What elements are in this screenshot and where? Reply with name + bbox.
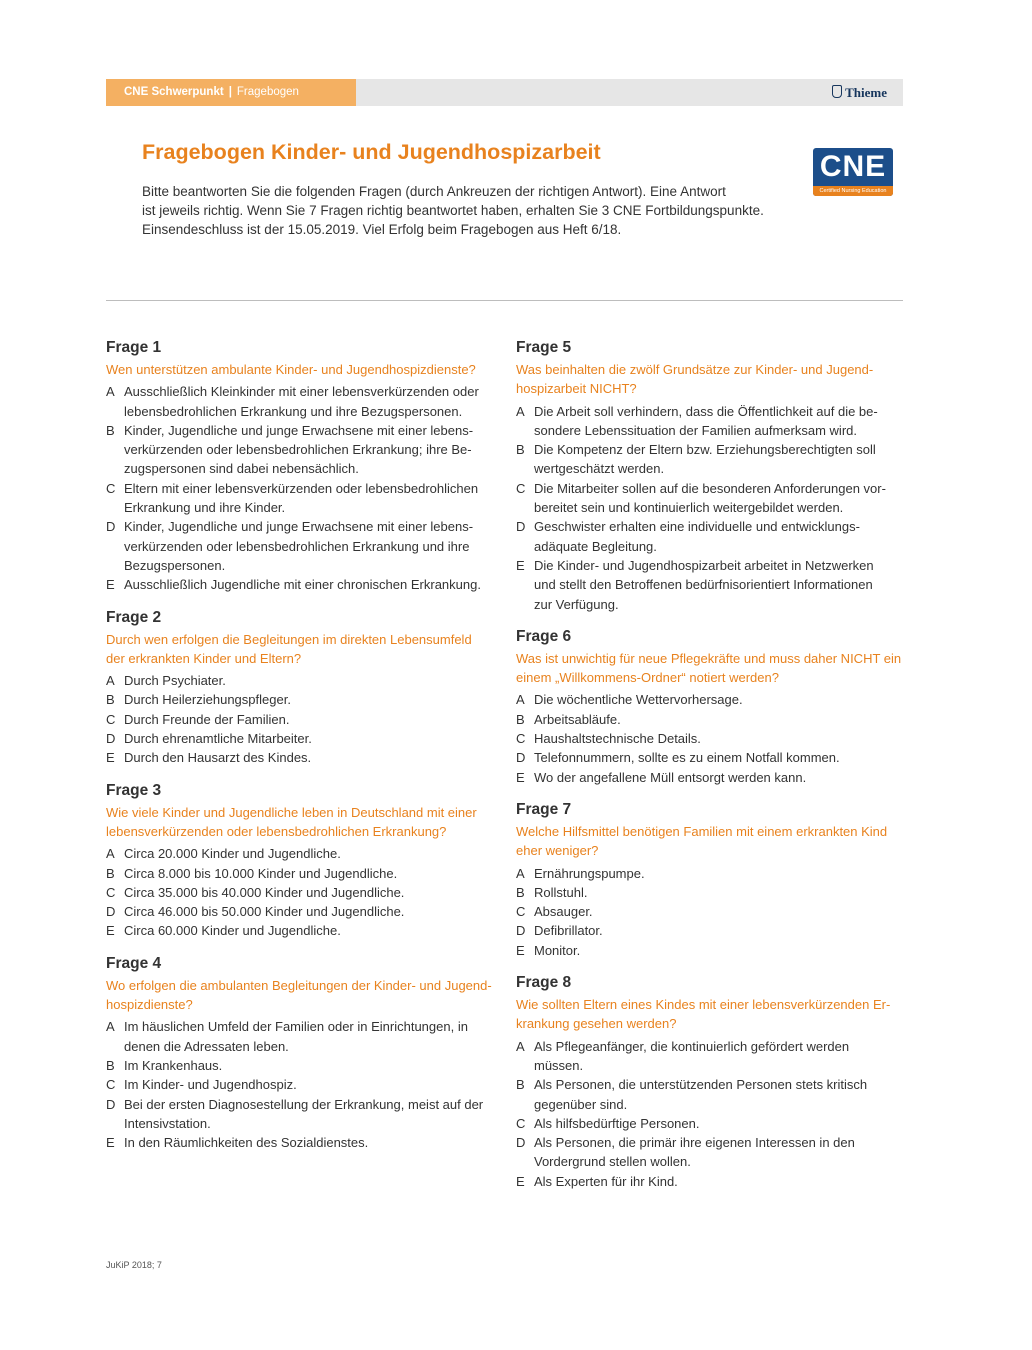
answer-text-line: Als hilfsbedürftige Personen. (534, 1115, 700, 1131)
answer-text-line: Haushaltstechnische Details. (534, 731, 701, 747)
answer-text (124, 1056, 222, 1075)
answer-text (534, 690, 743, 709)
answer-text (534, 710, 621, 729)
answer-option[interactable] (516, 748, 906, 767)
answer-option[interactable] (106, 710, 496, 729)
answer-letter: C (516, 1115, 526, 1131)
answer-text (124, 690, 291, 709)
answer-text (124, 421, 473, 479)
answer-text (124, 864, 397, 883)
answer-letter: B (516, 711, 525, 727)
answer-letter: C (106, 480, 116, 496)
answer-option[interactable] (516, 1172, 906, 1191)
answer-option[interactable] (516, 556, 906, 614)
answer-text (124, 844, 341, 863)
answer-letter: D (106, 731, 116, 747)
answer-letter: E (106, 577, 115, 593)
answer-text-line: und stellt den Betroffenen bedürfnisorientiert Informationen (534, 577, 873, 593)
answer-option[interactable] (516, 1114, 906, 1133)
answer-letter: B (106, 1057, 115, 1073)
question-text-line: Wen unterstützen ambulante Kinder- und Jugendhospizdienste? (106, 362, 476, 377)
answer-text-line: Im häuslichen Umfeld der Familien oder in Einrichtungen, in (124, 1019, 468, 1035)
answer-option[interactable] (106, 1095, 496, 1134)
answer-option[interactable] (516, 864, 906, 883)
question-label: Frage 5 (516, 339, 572, 356)
answer-text (534, 902, 593, 921)
question-block (516, 799, 906, 960)
question-block (516, 337, 906, 614)
answer-letter: C (516, 904, 526, 920)
answer-text (124, 883, 404, 902)
question-text (516, 649, 906, 688)
answer-text (534, 556, 874, 614)
answer-option[interactable] (516, 479, 906, 518)
answer-text-line: Durch Heilerziehungspfleger. (124, 692, 291, 708)
questions-column-right (516, 337, 906, 1203)
answer-text-line: adäquate Begleitung. (534, 538, 657, 554)
answer-text-line: Durch Psychiater. (124, 673, 226, 689)
answer-letter: C (106, 884, 116, 900)
answer-text-line: Circa 35.000 bis 40.000 Kinder und Jugendliche. (124, 884, 405, 900)
answer-text-line: sondere Lebenssituation der Familien aufmerksam wird. (534, 422, 857, 438)
answer-text-line: Durch ehrenamtliche Mitarbeiter. (124, 731, 312, 747)
answer-option[interactable] (516, 1133, 906, 1172)
answer-option[interactable] (516, 768, 906, 787)
question-text (106, 803, 496, 842)
question-text (106, 976, 496, 1015)
answer-letter: B (516, 442, 525, 458)
answer-text (124, 1095, 483, 1134)
answer-option[interactable] (106, 517, 496, 575)
answer-option[interactable] (516, 883, 906, 902)
answer-text (124, 921, 341, 940)
question-text-line: Wie sollten Eltern eines Kindes mit einer lebensverkürzenden Er- (516, 997, 891, 1013)
answer-text (124, 1133, 368, 1152)
answer-text-line: Die Mitarbeiter sollen auf die besonderen Anforderungen vor- (534, 480, 886, 496)
answer-text-line: Bezugspersonen. (124, 557, 226, 573)
answer-text-line: Im Kinder- und Jugendhospiz. (124, 1077, 297, 1093)
cne-badge-subtext: Certified Nursing Education (813, 186, 893, 196)
answer-text-line: Ausschließlich Jugendliche mit einer chronischen Erkrankung. (124, 577, 481, 593)
answer-text-line: Als Pflegeanfänger, die kontinuierlich gefördert werden (534, 1038, 850, 1054)
question-text-line: Durch wen erfolgen die Begleitungen im direkten Lebensumfeld (106, 631, 472, 647)
answer-text-line: Arbeitsabläufe. (534, 711, 621, 727)
answer-letter: D (516, 923, 526, 939)
answer-letter: D (106, 904, 116, 920)
answer-text (534, 1133, 855, 1172)
answer-text (124, 729, 312, 748)
question-text (516, 822, 906, 861)
answer-text (534, 729, 701, 748)
answer-text-line: Als Personen, die primär ihre eigenen Interessen in den (534, 1135, 855, 1151)
intro-line: ist jeweils richtig. Wenn Sie 7 Fragen richtig beantwortet haben, erhalten Sie 3 CNE Fortbildungspunkte. (142, 203, 764, 219)
answer-letter: D (516, 1135, 526, 1151)
question-block (106, 607, 496, 768)
header-bar (106, 79, 903, 106)
answer-text-line: zur Verfügung. (534, 596, 619, 612)
answer-letter: D (106, 519, 116, 535)
intro-line: Einsendeschluss ist der 15.05.2019. Viel Erfolg beim Fragebogen aus Heft 6/18. (142, 222, 622, 238)
answer-text-line: Circa 8.000 bis 10.000 Kinder und Jugendliche. (124, 865, 398, 881)
answer-text-line: Die Kompetenz der Eltern bzw. Erziehungsberechtigten soll (534, 442, 876, 458)
answer-text (534, 1172, 678, 1191)
answer-option[interactable] (106, 1075, 496, 1094)
answer-option[interactable] (106, 575, 496, 594)
question-text-line: einem „Willkommens-Ordner“ notiert werden? (516, 670, 779, 686)
section-label: CNE Schwerpunkt (124, 86, 224, 98)
question-label: Frage 8 (516, 974, 572, 992)
answer-option[interactable] (106, 748, 496, 767)
answer-option[interactable] (516, 941, 906, 960)
answer-option[interactable] (516, 1075, 906, 1114)
question-label: Frage 2 (106, 608, 162, 626)
question-text (106, 360, 496, 379)
answer-text-line: Kinder, Jugendliche und junge Erwachsene mit einer lebens- (124, 422, 474, 438)
answer-option[interactable] (106, 690, 496, 709)
answer-option[interactable] (516, 402, 906, 441)
thieme-emblem-icon (832, 85, 842, 98)
answer-letter: A (106, 846, 115, 862)
answer-text-line: Als Personen, die unterstützenden Personen stets kritisch (534, 1077, 868, 1093)
answer-text-line: Bei der ersten Diagnosestellung der Erkrankung, meist auf der (124, 1096, 484, 1112)
question-text-line: Welche Hilfsmittel benötigen Familien mit einem erkrankten Kind (516, 823, 888, 839)
answer-letter: A (106, 673, 115, 689)
answer-text (124, 748, 311, 767)
answer-text-line: Die Arbeit soll verhindern, dass die Öffentlichkeit auf die be- (534, 403, 878, 419)
answer-text (534, 941, 580, 960)
answer-letter: B (106, 865, 115, 881)
answer-text-line: Durch den Hausarzt des Kindes. (124, 750, 312, 766)
answer-text-line: Geschwister erhalten eine individuelle und entwicklungs- (534, 519, 860, 535)
question-text-line: der erkrankten Kinder und Eltern? (106, 650, 302, 666)
answer-option[interactable] (516, 690, 906, 709)
question-text-line: krankung gesehen werden? (516, 1016, 677, 1032)
answer-text-line: Durch Freunde der Familien. (124, 711, 290, 727)
question-label: Frage 1 (106, 339, 162, 356)
answer-text-line: verkürzenden oder lebensbedrohlichen Erkrankung; ihre Be- (124, 442, 472, 458)
answer-text (534, 1114, 699, 1133)
answer-text-line: Absauger. (534, 904, 593, 920)
answer-letter: A (516, 403, 525, 419)
intro-line: Bitte beantworten Sie die folgenden Fragen (durch Ankreuzen der richtigen Antwort). Eine Antwort (142, 184, 726, 199)
answer-text-line: zugspersonen sind dabei nebensächlich. (124, 461, 359, 477)
question-text (516, 995, 906, 1034)
answer-letter: A (106, 1019, 115, 1035)
question-text-line: eher weniger? (516, 843, 599, 859)
publisher-name: Thieme (845, 85, 887, 100)
answer-letter: D (106, 1096, 116, 1112)
question-block (516, 972, 906, 1191)
answer-option[interactable] (516, 921, 906, 940)
answer-option[interactable] (516, 517, 906, 556)
answer-text-line: verkürzenden oder lebensbedrohlichen Erkrankung und ihre (124, 538, 470, 554)
answer-letter: E (516, 1173, 525, 1189)
answer-letter: E (516, 769, 525, 785)
question-text (516, 360, 906, 399)
questions-column-left (106, 337, 496, 1164)
answer-text-line: Kinder, Jugendliche und junge Erwachsene mit einer lebens- (124, 519, 474, 535)
answer-text-line: Die Kinder- und Jugendhospizarbeit arbeitet in Netzwerken (534, 557, 874, 573)
answer-letter: C (106, 711, 116, 727)
answer-letter: E (516, 557, 525, 573)
answer-letter: A (106, 384, 115, 400)
answer-text-line: gegenüber sind. (534, 1096, 628, 1112)
subsection-label: Fragebogen (236, 86, 299, 98)
answer-text (124, 1075, 297, 1094)
question-label: Frage 3 (106, 781, 162, 799)
answer-text-line: Ernährungspumpe. (534, 865, 645, 881)
answer-text-line: denen die Adressaten leben. (124, 1038, 289, 1054)
answer-letter: A (516, 692, 525, 708)
answer-text-line: lebensbedrohlichen Erkrankung und ihre Bezugspersonen. (124, 403, 463, 419)
answer-text-line: Eltern mit einer lebensverkürzenden oder lebensbedrohlichen (124, 480, 479, 496)
answer-option[interactable] (106, 421, 496, 479)
answer-option[interactable] (106, 883, 496, 902)
question-block (106, 953, 496, 1153)
answer-text (534, 748, 840, 767)
cne-badge-text: CNE (819, 150, 887, 183)
question-text-line: Wie viele Kinder und Jugendliche leben in Deutschland mit einer (106, 804, 477, 820)
answer-option[interactable] (106, 902, 496, 921)
answer-text-line: wertgeschätzt werden. (534, 461, 665, 477)
question-text-line: lebensverkürzenden oder lebensbedrohlichen Erkrankung? (106, 823, 447, 839)
answer-text-line: Defibrillator. (534, 923, 603, 939)
question-label: Frage 6 (516, 627, 572, 645)
answer-text (124, 479, 478, 518)
answer-letter: E (106, 750, 115, 766)
answer-option[interactable] (516, 902, 906, 921)
answer-text (124, 902, 404, 921)
answer-option[interactable] (106, 864, 496, 883)
answer-text-line: Vordergrund stellen wollen. (534, 1154, 691, 1170)
divider (106, 300, 903, 301)
answer-text-line: Erkrankung und ihre Kinder. (124, 500, 286, 516)
answer-text (534, 479, 886, 518)
answer-text-line: müssen. (534, 1057, 584, 1073)
question-text (106, 630, 496, 669)
answer-text (534, 517, 860, 556)
answer-text (534, 864, 645, 883)
question-block (106, 780, 496, 941)
answer-letter: C (106, 1077, 116, 1093)
answer-letter: B (516, 884, 525, 900)
answer-text (124, 671, 226, 690)
answer-text-line: Circa 60.000 Kinder und Jugendliche. (124, 923, 341, 939)
page-footer: JuKiP 2018; 7 (106, 1260, 162, 1270)
section-tag (106, 79, 356, 106)
intro-text (142, 182, 782, 240)
answer-letter: A (516, 1038, 525, 1054)
answer-text (534, 1075, 867, 1114)
question-text-line: Was beinhalten die zwölf Grundsätze zur Kinder- und Jugend- (516, 362, 874, 377)
answer-text-line: Circa 20.000 Kinder und Jugendliche. (124, 846, 341, 862)
question-text-line: Was ist unwichtig für neue Pflegekräfte und muss daher NICHT ein (516, 650, 902, 666)
answer-option[interactable] (516, 1037, 906, 1076)
answer-letter: E (106, 1135, 115, 1151)
answer-text (124, 382, 479, 421)
answer-letter: B (106, 692, 115, 708)
answer-text-line: Ausschließlich Kleinkinder mit einer lebensverkürzenden oder (124, 384, 479, 400)
answer-option[interactable] (516, 710, 906, 729)
answer-option[interactable] (516, 440, 906, 479)
answer-text (534, 402, 878, 441)
answer-text-line: Rollstuhl. (534, 884, 588, 900)
answer-letter: C (516, 480, 526, 496)
answer-text-line: Monitor. (534, 942, 581, 958)
answer-option[interactable] (106, 1056, 496, 1075)
answer-option[interactable] (106, 1133, 496, 1152)
page-title: Fragebogen Kinder- und Jugendhospizarbeit (142, 140, 601, 164)
answer-letter: D (516, 750, 526, 766)
answer-letter: C (516, 731, 526, 747)
answer-text-line: Im Krankenhaus. (124, 1057, 223, 1073)
answer-text-line: Wo der angefallene Müll entsorgt werden kann. (534, 769, 807, 785)
answer-option[interactable] (106, 671, 496, 690)
answer-option[interactable] (106, 1017, 496, 1056)
answer-option[interactable] (106, 921, 496, 940)
answer-text (124, 1017, 468, 1056)
answer-text-line: Die wöchentliche Wettervorhersage. (534, 692, 743, 708)
answer-letter: D (516, 519, 526, 535)
section-separator: | (228, 86, 232, 98)
answer-text-line: Circa 46.000 bis 50.000 Kinder und Jugendliche. (124, 904, 405, 920)
answer-text (534, 440, 876, 479)
answer-text-line: bereitet sein und kontinuierlich weitergebildet werden. (534, 500, 844, 516)
answer-text-line: Intensivstation. (124, 1115, 211, 1131)
answer-text-line: Als Experten für ihr Kind. (534, 1173, 678, 1189)
answer-text (124, 575, 481, 594)
cne-badge (813, 148, 893, 196)
answer-letter: B (516, 1077, 525, 1093)
question-text-line: Wo erfolgen die ambulanten Begleitungen der Kinder- und Jugend- (106, 977, 492, 993)
answer-letter: B (106, 422, 115, 438)
answer-text (534, 1037, 849, 1076)
answer-option[interactable] (516, 729, 906, 748)
answer-option[interactable] (106, 729, 496, 748)
answer-text (124, 710, 289, 729)
answer-letter: E (106, 923, 115, 939)
answer-letter: E (516, 942, 525, 958)
question-label: Frage 4 (106, 954, 162, 972)
question-text-line: hospizdienste? (106, 997, 193, 1013)
answer-text (534, 883, 587, 902)
publisher-logo (832, 79, 887, 106)
answer-option[interactable] (106, 844, 496, 863)
answer-text (124, 517, 473, 575)
answer-option[interactable] (106, 382, 496, 421)
question-block (106, 337, 496, 595)
answer-text (534, 921, 603, 940)
answer-option[interactable] (106, 479, 496, 518)
answer-text (534, 768, 806, 787)
answer-text-line: Telefonnummern, sollte es zu einem Notfall kommen. (534, 750, 840, 766)
question-text-line: hospizarbeit NICHT? (516, 381, 637, 397)
question-label: Frage 7 (516, 800, 572, 818)
question-block (516, 626, 906, 787)
answer-text-line: In den Räumlichkeiten des Sozialdienstes. (124, 1135, 369, 1151)
answer-letter: A (516, 865, 525, 881)
